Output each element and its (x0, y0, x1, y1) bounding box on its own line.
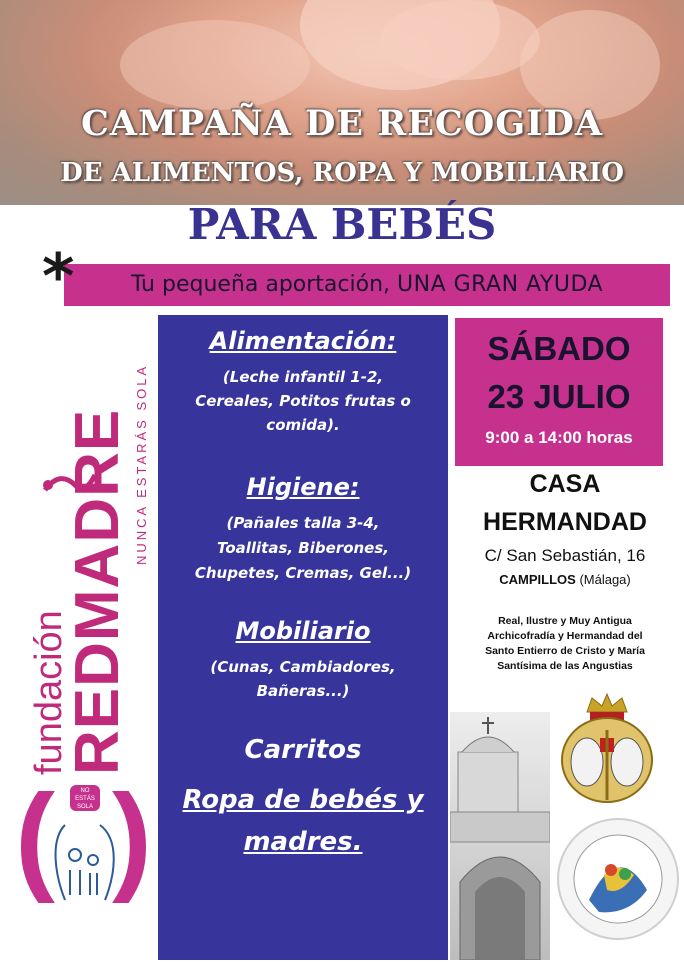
mobiliario-body-1: (Cunas, Cambiadores, (210, 658, 396, 676)
logo-right-paren-icon: ) (112, 770, 152, 904)
alimentacion-body-2: Cereales, Potitos frutas o (195, 392, 411, 410)
venue-town-line (450, 572, 680, 587)
logo-name: REDMADRE (63, 408, 132, 775)
church-facade-image (450, 712, 550, 960)
donation-items-panel (158, 315, 448, 960)
higiene-body-1: (Pañales talla 3-4, (226, 514, 380, 532)
venue-line-2: HERMANDAD (483, 508, 647, 536)
higiene-body-2: Toallitas, Biberones, (217, 539, 389, 557)
tagline-bar (64, 264, 670, 306)
logo-badge-text: NO ESTÁS SOLA (75, 788, 95, 810)
brotherhood-crest-icon (552, 690, 662, 810)
ropa-label-2: madres. (243, 827, 363, 857)
logo-motto: NUNCA ESTARÁS SOLA (134, 363, 149, 565)
mobiliario-body-2: Bañeras...) (256, 682, 350, 700)
alimentacion-body-3: comida). (266, 416, 340, 434)
redmadre-logo (0, 315, 158, 960)
brotherhood-line-3: Santo Entierro de Cristo y María (485, 645, 645, 657)
venue-line-1: CASA (529, 470, 601, 498)
venue-town: CAMPILLOS (499, 572, 576, 587)
carritos-label: Carritos (244, 735, 362, 765)
jubilee-mercy-logo-icon (557, 818, 679, 940)
alimentacion-title: Alimentación: (209, 327, 397, 355)
logo-left-paren-icon: ( (15, 770, 55, 904)
tagline-emphasis: UNA GRAN AYUDA (397, 272, 604, 297)
higiene-body-3: Chupetes, Cremas, Gel...) (194, 564, 412, 582)
brotherhood-line-1: Real, Ilustre y Muy Antigua (498, 615, 632, 627)
event-date: 23 JULIO (487, 378, 631, 415)
logo-badge (70, 785, 100, 811)
church-drawing-icon (450, 712, 550, 960)
higiene-title: Higiene: (246, 473, 360, 501)
brotherhood-line-2: Archicofradía y Hermandad del (487, 630, 643, 642)
tagline-lead: Tu pequeña aportación, (130, 272, 391, 297)
event-day: SÁBADO (487, 330, 631, 367)
title-line-2: DE ALIMENTOS, ROPA Y MOBILIARIO (60, 158, 624, 188)
venue-street: C/ San Sebastián, 16 (484, 546, 646, 565)
event-hours: 9:00 a 14:00 horas (485, 428, 633, 447)
family-figures-icon (45, 815, 125, 905)
brotherhood-text (450, 614, 680, 674)
title-line-1: CAMPAÑA DE RECOGIDA (80, 103, 604, 144)
venue-province: (Málaga) (579, 572, 631, 587)
brotherhood-line-4: Santísima de las Angustias (497, 660, 633, 672)
asterisk-mark: * (42, 240, 75, 313)
date-box (455, 318, 663, 466)
logo-swirl-icon (40, 465, 100, 505)
logo-fundacion: fundación (28, 610, 70, 775)
title-line-3: PARA BEBÉS (187, 200, 497, 249)
ropa-label-1: Ropa de bebés y (182, 785, 424, 815)
mobiliario-title: Mobiliario (235, 617, 371, 645)
alimentacion-body-1: (Leche infantil 1-2, (222, 368, 384, 386)
